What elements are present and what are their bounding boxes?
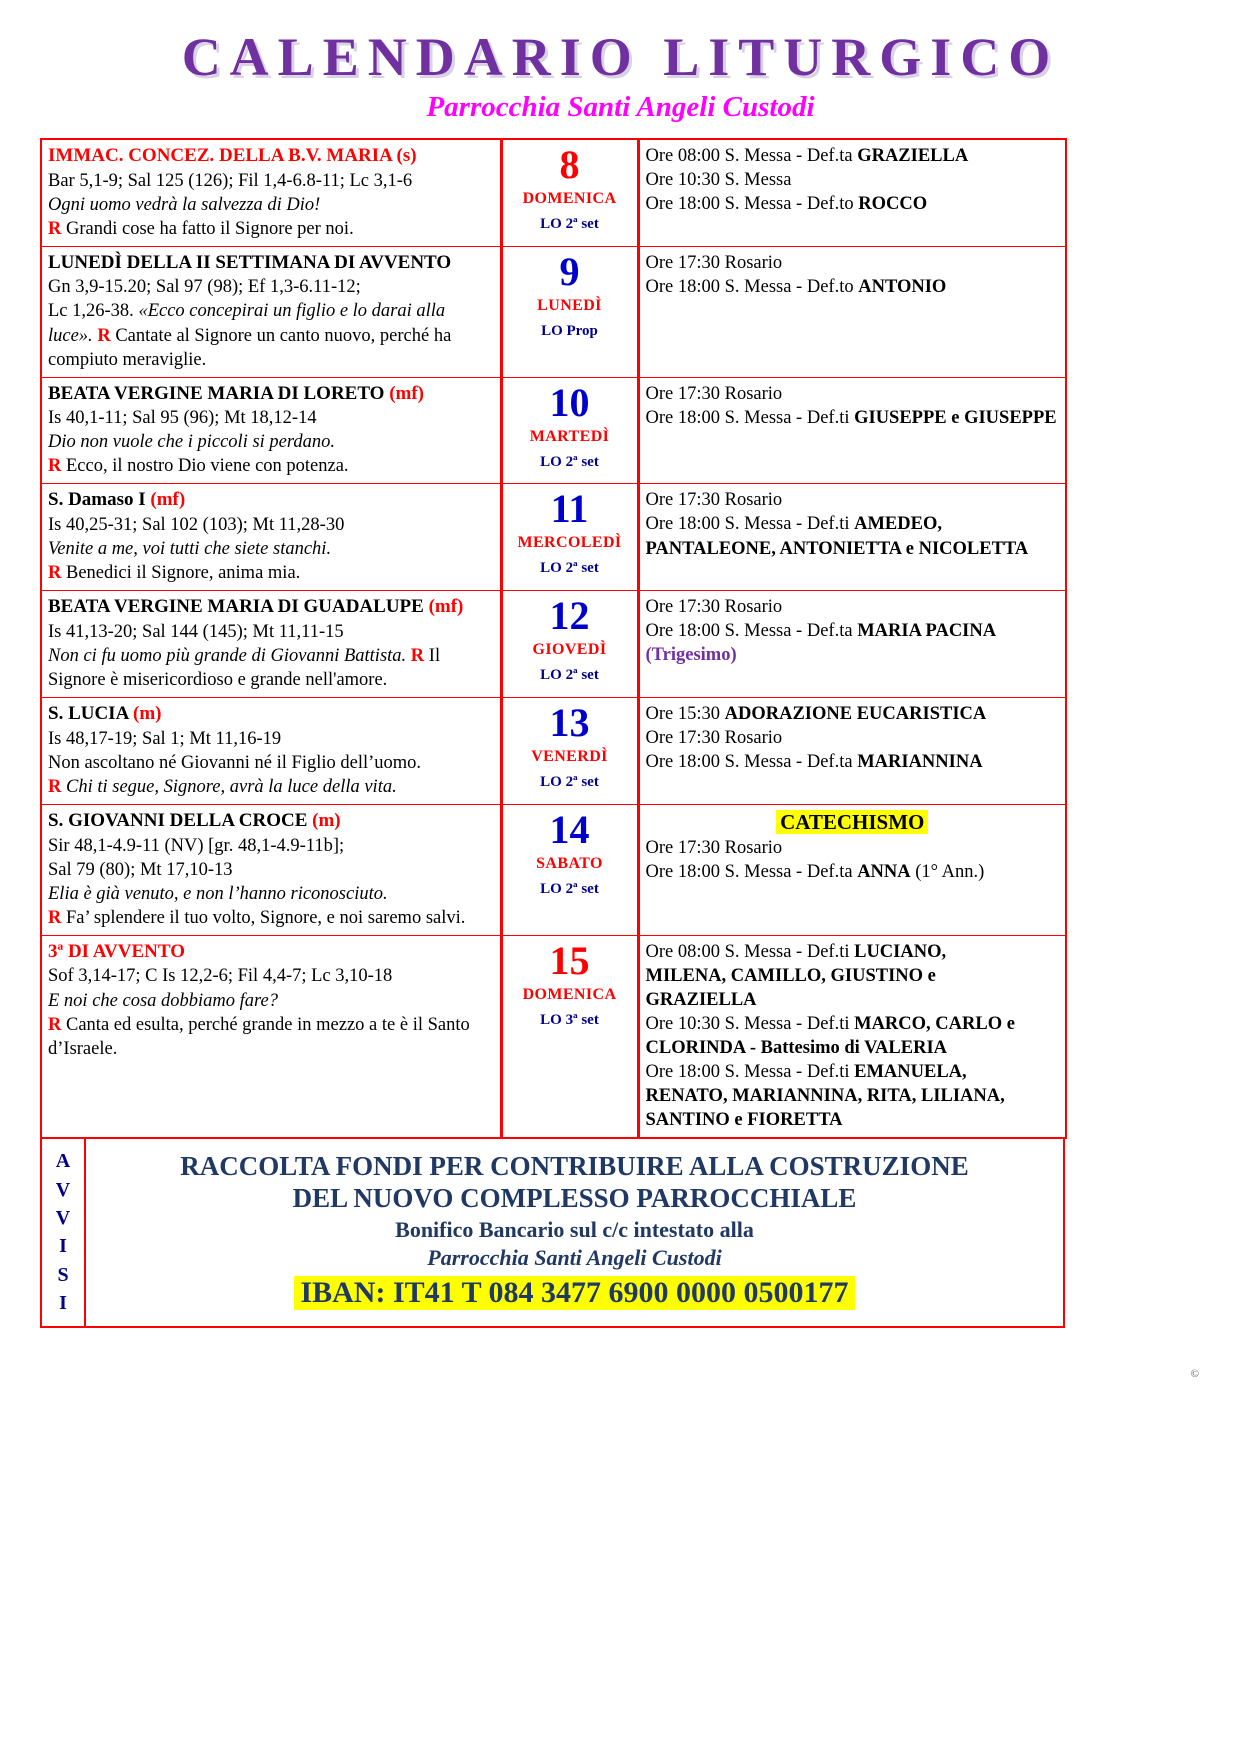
liturgy-of-hours: LO 2ª set bbox=[540, 453, 599, 470]
service-line: Ore 17:30 Rosario bbox=[645, 838, 783, 859]
liturgy-of-hours: LO Prop bbox=[541, 322, 598, 339]
date-cell bbox=[501, 484, 638, 591]
liturgy-of-hours: LO 2ª set bbox=[540, 560, 599, 577]
liturgy-cell bbox=[41, 377, 501, 484]
liturgy-antiphon-response: Non ci fu uomo più grande di Giovanni Battista. R Il Signore è misericordioso e grande nell'amore. bbox=[48, 645, 441, 691]
day-name: SABATO bbox=[536, 854, 603, 872]
liturgy-readings-cont: Sal 79 (80); Mt 17,10-13 bbox=[48, 859, 233, 880]
date-cell bbox=[501, 139, 638, 246]
day-name: MERCOLEDÌ bbox=[517, 534, 622, 552]
copyright-mark: © bbox=[1190, 1368, 1199, 1380]
avvisi-letter: I bbox=[59, 1292, 67, 1315]
date-cell bbox=[501, 804, 638, 935]
service-line: Ore 17:30 Rosario bbox=[645, 597, 783, 618]
liturgy-response: R Chi ti segue, Signore, avrà la luce della vita. bbox=[48, 776, 397, 797]
day-name: DOMENICA bbox=[522, 189, 617, 207]
liturgy-of-hours: LO 3ª set bbox=[540, 1011, 599, 1028]
service-line: Ore 15:30 ADORAZIONE EUCARISTICA bbox=[645, 704, 987, 725]
service-line: Ore 17:30 Rosario bbox=[645, 383, 783, 404]
liturgy-readings: Is 41,13-20; Sal 144 (145); Mt 11,11-15 bbox=[48, 621, 344, 642]
liturgy-title: S. GIOVANNI DELLA CROCE (m) bbox=[48, 809, 341, 831]
avvisi-letter: A bbox=[55, 1150, 71, 1173]
service-line: Ore 10:30 S. Messa bbox=[645, 169, 792, 190]
day-number: 15 bbox=[549, 937, 590, 983]
service-line: Ore 17:30 Rosario bbox=[645, 490, 783, 511]
avvisi-letter: S bbox=[57, 1263, 69, 1286]
calendar-table-wrap bbox=[40, 138, 1065, 1328]
fundraising-line-2: DEL NUOVO COMPLESSO PARROCCHIALE bbox=[292, 1183, 857, 1214]
liturgy-cell bbox=[41, 484, 501, 591]
liturgy-cell bbox=[41, 591, 501, 698]
services-cell bbox=[638, 377, 1066, 484]
liturgy-rank: (mf) bbox=[150, 489, 186, 511]
date-cell bbox=[501, 698, 638, 805]
liturgy-antiphon-response: Lc 1,26-38. «Ecco concepirai un figlio e lo darai alla luce». R Cantate al Signore un canto nuovo, perché ha compiuto meraviglie. bbox=[48, 301, 452, 370]
response-mark: R bbox=[48, 218, 62, 239]
service-line: Ore 10:30 S. Messa - Def.ti MARCO, CARLO e bbox=[645, 1013, 1015, 1034]
table-row bbox=[41, 377, 1066, 484]
liturgy-cell bbox=[41, 698, 501, 805]
service-line: Ore 18:00 S. Messa - Def.to ANTONIO bbox=[645, 276, 947, 297]
response-mark: R bbox=[48, 776, 62, 797]
calendar-body bbox=[41, 139, 1066, 1138]
page-title: CALENDARIO LITURGICO bbox=[181, 27, 1060, 87]
liturgy-readings: Is 48,17-19; Sal 1; Mt 11,16-19 bbox=[48, 728, 282, 749]
day-number: 10 bbox=[549, 379, 590, 425]
liturgy-title: BEATA VERGINE MARIA DI GUADALUPE (mf) bbox=[48, 596, 464, 618]
services-cell bbox=[638, 484, 1066, 591]
table-row bbox=[41, 698, 1066, 805]
table-row bbox=[41, 484, 1066, 591]
avvisi-table bbox=[40, 1139, 1065, 1327]
response-mark: R bbox=[48, 563, 62, 584]
liturgy-of-hours: LO 2ª set bbox=[540, 774, 599, 791]
day-number: 11 bbox=[550, 486, 589, 532]
service-line: Ore 18:00 S. Messa - Def.ta MARIA PACINA bbox=[645, 621, 997, 642]
liturgy-of-hours: LO 2ª set bbox=[540, 880, 599, 897]
service-line: Ore 17:30 Rosario bbox=[645, 728, 783, 749]
liturgy-response: R Grandi cose ha fatto il Signore per noi. bbox=[48, 218, 354, 239]
services-cell bbox=[638, 591, 1066, 698]
liturgy-readings: Gn 3,9-15.20; Sal 97 (98); Ef 1,3-6.11-12; bbox=[48, 277, 361, 298]
liturgy-title: S. Damaso I (mf) bbox=[48, 489, 186, 511]
day-number: 8 bbox=[559, 141, 580, 187]
liturgy-response: R Benedici il Signore, anima mia. bbox=[48, 563, 301, 584]
liturgy-rank: (s) bbox=[396, 144, 417, 166]
table-row bbox=[41, 246, 1066, 377]
liturgy-of-hours: LO 2ª set bbox=[540, 667, 599, 684]
response-mark: R bbox=[48, 907, 62, 928]
avvisi-letter: V bbox=[55, 1178, 71, 1201]
date-cell bbox=[501, 935, 638, 1138]
service-line: CLORINDA - Battesimo di VALERIA bbox=[645, 1037, 948, 1058]
liturgy-antiphon: Venite a me, voi tutti che siete stanchi. bbox=[48, 539, 332, 560]
liturgy-rank: (mf) bbox=[389, 382, 425, 404]
day-name: LUNEDÌ bbox=[537, 296, 602, 314]
services-cell bbox=[638, 139, 1066, 246]
calendar-table bbox=[40, 138, 1067, 1139]
day-name: GIOVEDÌ bbox=[532, 641, 607, 659]
table-row bbox=[41, 139, 1066, 246]
bank-transfer-line: Bonifico Bancario sul c/c intestato alla bbox=[395, 1217, 754, 1243]
service-line: SANTINO e FIORETTA bbox=[645, 1110, 843, 1131]
liturgy-response: R Fa’ splendere il tuo volto, Signore, e noi saremo salvi. bbox=[48, 907, 466, 928]
liturgy-cell bbox=[41, 246, 501, 377]
liturgy-readings: Is 40,25-31; Sal 102 (103); Mt 11,28-30 bbox=[48, 515, 345, 536]
page-header bbox=[0, 0, 1241, 124]
date-cell bbox=[501, 591, 638, 698]
catechism-highlight-wrap bbox=[646, 809, 1060, 836]
avvisi-content bbox=[85, 1139, 1064, 1326]
services-cell bbox=[638, 935, 1066, 1138]
parish-subtitle: Parrocchia Santi Angeli Custodi bbox=[426, 91, 815, 123]
service-line: Ore 18:00 S. Messa - Def.ti GIUSEPPE e GIUSEPPE bbox=[645, 407, 1057, 428]
liturgy-title: IMMAC. CONCEZ. DELLA B.V. MARIA (s) bbox=[48, 144, 417, 166]
table-row bbox=[41, 935, 1066, 1138]
day-name: VENERDÌ bbox=[531, 748, 608, 766]
date-cell bbox=[501, 246, 638, 377]
liturgy-antiphon: Dio non vuole che i piccoli si perdano. bbox=[48, 432, 336, 453]
service-line: Ore 18:00 S. Messa - Def.to ROCCO bbox=[645, 193, 928, 214]
liturgy-rank: (m) bbox=[312, 809, 341, 831]
service-note: (Trigesimo) bbox=[645, 645, 737, 666]
liturgy-title: S. LUCIA (m) bbox=[48, 703, 162, 725]
catechism-highlight: CATECHISMO bbox=[776, 810, 928, 834]
fundraising-line-1: RACCOLTA FONDI PER CONTRIBUIRE ALLA COSTRUZIONE bbox=[180, 1151, 969, 1182]
service-line: Ore 18:00 S. Messa - Def.ta ANNA (1° Ann.) bbox=[645, 862, 985, 883]
liturgy-antiphon: E noi che cosa dobbiamo fare? bbox=[48, 990, 279, 1011]
liturgy-readings: Is 40,1-11; Sal 95 (96); Mt 18,12-14 bbox=[48, 408, 317, 429]
table-row bbox=[41, 804, 1066, 935]
liturgy-readings: Sof 3,14-17; C Is 12,2-6; Fil 4,4-7; Lc 3,10-18 bbox=[48, 966, 393, 987]
avvisi-letter: I bbox=[59, 1235, 67, 1258]
liturgy-response: R Canta ed esulta, perché grande in mezzo a te è il Santo d’Israele. bbox=[48, 1014, 470, 1059]
service-line: Ore 08:00 S. Messa - Def.ti LUCIANO, bbox=[645, 941, 947, 962]
liturgy-title: 3ª DI AVVENTO bbox=[48, 940, 185, 962]
service-line: Ore 18:00 S. Messa - Def.ta MARIANNINA bbox=[645, 752, 983, 773]
table-row bbox=[41, 591, 1066, 698]
avvisi-row bbox=[41, 1139, 1064, 1326]
day-number: 9 bbox=[559, 248, 580, 294]
service-line: Ore 17:30 Rosario bbox=[645, 252, 783, 273]
avvisi-tab-label bbox=[41, 1139, 85, 1326]
service-line: MILENA, CAMILLO, GIUSTINO e bbox=[645, 965, 936, 986]
avvisi-letter: V bbox=[55, 1206, 71, 1229]
day-number: 14 bbox=[549, 806, 590, 852]
account-holder: Parrocchia Santi Angeli Custodi bbox=[427, 1245, 722, 1271]
liturgy-antiphon: Non ascoltano né Giovanni né il Figlio dell’uomo. bbox=[48, 752, 422, 773]
response-mark: R bbox=[48, 456, 62, 477]
liturgy-response: R Ecco, il nostro Dio viene con potenza. bbox=[48, 456, 349, 477]
liturgy-title: LUNEDÌ DELLA II SETTIMANA DI AVVENTO bbox=[48, 251, 452, 273]
response-mark: R bbox=[410, 645, 425, 666]
day-number: 12 bbox=[549, 593, 590, 639]
service-line: PANTALEONE, ANTONIETTA e NICOLETTA bbox=[645, 538, 1029, 559]
liturgy-antiphon: Ogni uomo vedrà la salvezza di Dio! bbox=[48, 194, 321, 215]
iban-number: IBAN: IT41 T 084 3477 6900 0000 0500177 bbox=[294, 1276, 854, 1310]
day-name: DOMENICA bbox=[522, 985, 617, 1003]
response-mark: R bbox=[97, 325, 111, 346]
service-line: GRAZIELLA bbox=[645, 989, 757, 1010]
service-line: Ore 08:00 S. Messa - Def.ta GRAZIELLA bbox=[645, 145, 969, 166]
service-line: Ore 18:00 S. Messa - Def.ti EMANUELA, bbox=[645, 1062, 967, 1083]
service-line: Ore 18:00 S. Messa - Def.ti AMEDEO, bbox=[645, 514, 942, 535]
liturgy-cell bbox=[41, 804, 501, 935]
response-mark: R bbox=[48, 1014, 62, 1035]
liturgy-cell bbox=[41, 139, 501, 246]
services-cell bbox=[638, 246, 1066, 377]
liturgy-cell bbox=[41, 935, 501, 1138]
day-number: 13 bbox=[549, 700, 590, 746]
liturgy-readings: Sir 48,1-4.9-11 (NV) [gr. 48,1-4.9-11b]; bbox=[48, 835, 345, 856]
liturgy-antiphon: Elia è già venuto, e non l’hanno riconosciuto. bbox=[48, 883, 388, 904]
liturgy-title: BEATA VERGINE MARIA DI LORETO (mf) bbox=[48, 382, 425, 404]
liturgy-rank: (mf) bbox=[428, 596, 464, 618]
liturgy-of-hours: LO 2ª set bbox=[540, 215, 599, 232]
liturgy-rank: (m) bbox=[133, 703, 162, 725]
services-cell bbox=[638, 698, 1066, 805]
liturgy-readings: Bar 5,1-9; Sal 125 (126); Fil 1,4-6.8-11; Lc 3,1-6 bbox=[48, 170, 413, 191]
service-line: RENATO, MARIANNINA, RITA, LILIANA, bbox=[645, 1086, 1005, 1107]
services-cell bbox=[638, 804, 1066, 935]
day-name: MARTEDÌ bbox=[529, 427, 610, 445]
date-cell bbox=[501, 377, 638, 484]
